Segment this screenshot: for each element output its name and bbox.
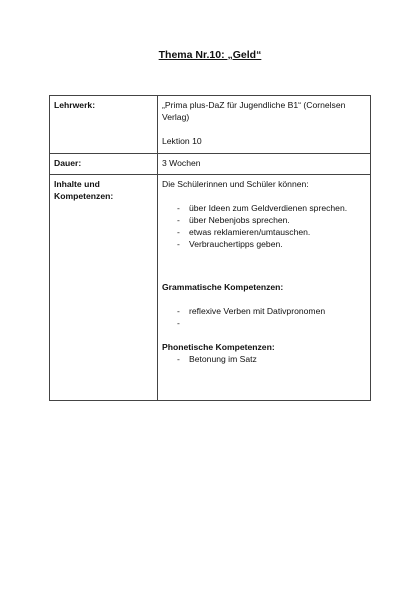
list-item: - reflexive Verben mit Dativpronomen [177,306,326,316]
lesson-plan-table [49,95,371,401]
inhalte-intro: Die Schülerinnen und Schüler können: [162,179,309,189]
table-row-lehrwerk [50,96,371,154]
table-row-dauer [50,154,371,175]
dash-marker: - [177,354,180,364]
inhalte-label-line1: Inhalte und [54,179,100,189]
dash-marker: - [177,306,180,316]
dash-marker: - [177,215,180,225]
list-item: - über Nebenjobs sprechen. [177,215,290,225]
list-item [177,317,366,329]
dash-marker: - [177,318,180,328]
inhalte-label-line2: Kompetenzen: [54,191,114,201]
list-item: - etwas reklamieren/umtauschen. [177,227,311,237]
dauer-value: 3 Wochen [158,154,371,175]
kompetenzen-list [162,202,366,250]
lehrwerk-value: „Prima plus-DaZ für Jugendliche B1“ (Cornelsen Verlag) [162,100,346,122]
dash-marker: - [177,227,180,237]
phonetik-list [162,353,366,365]
lektion-value: Lektion 10 [162,136,202,146]
document-title: Thema Nr.10: „Geld“ [158,49,262,61]
list-item: - Verbrauchertipps geben. [177,239,283,249]
phonetik-heading: Phonetische Kompetenzen: [162,342,275,352]
inhalte-label [50,175,158,401]
dash-marker: - [177,239,180,249]
list-item: - Betonung im Satz [177,354,257,364]
inhalte-cell [158,175,371,401]
grammatik-list [162,305,366,329]
list-item: - über Ideen zum Geldverdienen sprechen. [177,203,348,213]
dash-marker: - [177,203,180,213]
lehrwerk-label: Lehrwerk: [50,96,158,154]
grammatik-heading: Grammatische Kompetenzen: [162,282,284,292]
dauer-label: Dauer: [50,154,158,175]
table-row-inhalte [50,175,371,401]
lehrwerk-cell [158,96,371,154]
